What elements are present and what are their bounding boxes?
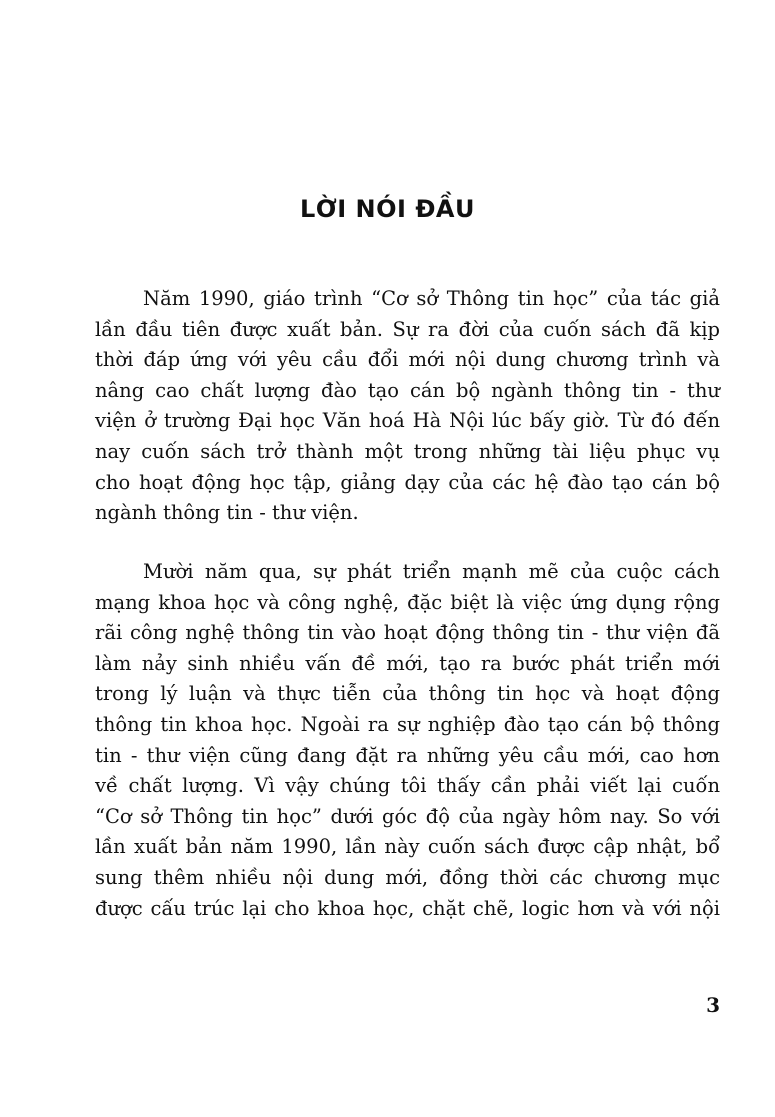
text-line: làm nảy sinh nhiều vấn đề mới, tạo ra bước phát triển mới <box>95 651 720 675</box>
page-title: LỜI NÓI ĐẦU <box>300 195 475 223</box>
text-line: cho hoạt động học tập, giảng dạy của các hệ đào tạo cán bộ <box>95 470 720 494</box>
paragraph-1 <box>95 284 720 529</box>
text-line: thời đáp ứng với yêu cầu đổi mới nội dung chương trình và <box>95 348 720 372</box>
text-line: lần đầu tiên được xuất bản. Sự ra đời của cuốn sách đã kịp <box>95 317 720 341</box>
text-line: rãi công nghệ thông tin vào hoạt động thông tin - thư viện đã <box>95 621 720 645</box>
paragraph-2 <box>95 557 720 924</box>
text-line: thông tin khoa học. Ngoài ra sự nghiệp đào tạo cán bộ thông <box>95 712 720 736</box>
text-line: Năm 1990, giáo trình “Cơ sở Thông tin học” của tác giả <box>143 287 720 310</box>
text-line: Mười năm qua, sự phát triển mạnh mẽ của cuộc cách <box>143 560 720 583</box>
text-line: sung thêm nhiều nội dung mới, đồng thời các chương mục <box>95 865 720 889</box>
text-line: nay cuốn sách trở thành một trong những tài liệu phục vụ <box>95 439 720 463</box>
text-line: trong lý luận và thực tiễn của thông tin học và hoạt động <box>95 682 720 706</box>
text-line: nâng cao chất lượng đào tạo cán bộ ngành thông tin - thư <box>95 378 720 402</box>
text-line: về chất lượng. Vì vậy chúng tôi thấy cần phải viết lại cuốn <box>95 774 720 798</box>
text-line: viện ở trường Đại học Văn hoá Hà Nội lúc bấy giờ. Từ đó đến <box>95 409 720 433</box>
text-line: lần xuất bản năm 1990, lần này cuốn sách được cập nhật, bổ <box>95 835 720 859</box>
text-line: được cấu trúc lại cho khoa học, chặt chẽ, logic hơn và với nội <box>95 896 720 920</box>
text-line: “Cơ sở Thông tin học” dưới góc độ của ngày hôm nay. So với <box>95 804 720 828</box>
text-line: tin - thư viện cũng đang đặt ra những yêu cầu mới, cao hơn <box>95 743 720 767</box>
text-line: ngành thông tin - thư viện. <box>95 501 359 525</box>
text-line: mạng khoa học và công nghệ, đặc biệt là việc ứng dụng rộng <box>95 590 720 614</box>
page-number: 3 <box>706 993 720 1017</box>
